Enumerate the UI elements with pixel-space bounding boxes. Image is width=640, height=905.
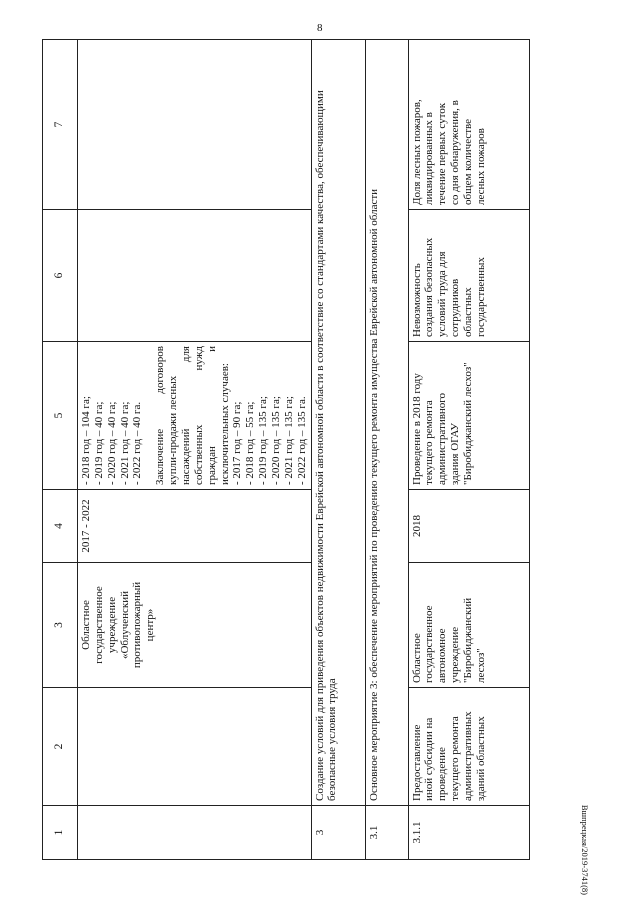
header-col-5: 5 — [43, 342, 78, 490]
row1-period: 2017 - 2022 — [78, 490, 312, 563]
result-line: Заключение договоров — [154, 346, 167, 485]
row311-period: 2018 — [408, 490, 529, 563]
result-line: - 2022 год – 40 га. — [131, 401, 144, 485]
row1-executor-line: учреждение — [105, 596, 118, 654]
table-row — [311, 40, 365, 860]
row311-num: 3.1.1 — [408, 806, 529, 860]
result-line: - 2021 год – 135 га; — [282, 396, 295, 485]
result-line: - 2019 год – 135 га; — [257, 396, 270, 485]
row1-consequences — [78, 210, 312, 342]
result-line: насаждений для — [180, 346, 193, 485]
result-line: - 2021 год – 40 га; — [118, 401, 131, 485]
program-table — [42, 39, 530, 860]
result-line: - 2018 год – 55 га; — [244, 401, 257, 485]
row31-num: 3.1 — [365, 806, 408, 860]
table-row — [78, 40, 312, 860]
result-line: - 2019 год – 40 га; — [92, 401, 105, 485]
header-row — [43, 40, 78, 860]
result-line: - 2022 год – 135 га. — [295, 396, 308, 485]
row1-executor-line: центр» — [144, 608, 157, 642]
row311-executor: Областное государственное автономное учреждение "Биробиджанский лесхоз" — [408, 563, 529, 688]
row311-result: Проведение в 2018 году текущего ремонта административного здания ОГАУ "Биробиджанский лесхоз" — [408, 342, 529, 490]
result-line: собственных нужд — [192, 346, 205, 485]
row1-executor-line: Областное — [80, 600, 92, 650]
header-col-6: 6 — [43, 210, 78, 342]
header-col-7: 7 — [43, 40, 78, 210]
result-line: - 2020 год – 135 га; — [270, 396, 283, 485]
row1-indicator — [78, 40, 312, 210]
row311-indicator: Доля лесных пожаров, ликвидированных в течение первых суток со дня обнаружения, в общем количестве лесных пожаров — [408, 40, 529, 210]
row1-executor — [78, 563, 312, 688]
row1-executor-line: государственное — [92, 586, 105, 664]
result-line: купли-продажи лесных — [167, 375, 180, 485]
row1-num — [78, 806, 312, 860]
header-col-4: 4 — [43, 490, 78, 563]
row1-executor-line: «Облученский — [118, 590, 131, 660]
row311-consequences: Невозможность создания безопасных условий труда для сотрудников областных государственных — [408, 210, 529, 342]
result-line: - 2020 год – 40 га; — [105, 401, 118, 485]
row31-text: Основное мероприятие 3: обеспечение мероприятий по проведению текущего ремонта имущества Еврейской автономной области — [365, 40, 408, 806]
row311-activity: Предоставление иной субсидии на проведение текущего ремонта административных зданий областных — [408, 688, 529, 806]
page-number: 8 — [317, 22, 323, 34]
result-line: исключительных случаев: — [218, 363, 231, 485]
row3-num: 3 — [311, 806, 365, 860]
result-line: граждан и — [205, 346, 218, 485]
row1-activity — [78, 688, 312, 806]
row1-executor-line: противопожарный — [131, 581, 144, 669]
result-line: - 2017 год – 90 га; — [231, 401, 244, 485]
row3-text: Создание условий для приведения объектов недвижимости Еврейской автономной области в соответствие со стандартами качества, обеспечивающими безопасные условия труда — [311, 40, 365, 806]
result-line: - 2018 год – 104 га; — [80, 396, 92, 485]
document-stamp: Вшпрецкая/2019-3741(8) — [580, 804, 590, 895]
header-col-1: 1 — [43, 806, 78, 860]
header-col-2: 2 — [43, 688, 78, 806]
rotated-table-wrapper — [42, 40, 610, 860]
table-row — [408, 40, 529, 860]
table-row — [365, 40, 408, 860]
row1-result — [78, 342, 312, 490]
header-col-3: 3 — [43, 563, 78, 688]
